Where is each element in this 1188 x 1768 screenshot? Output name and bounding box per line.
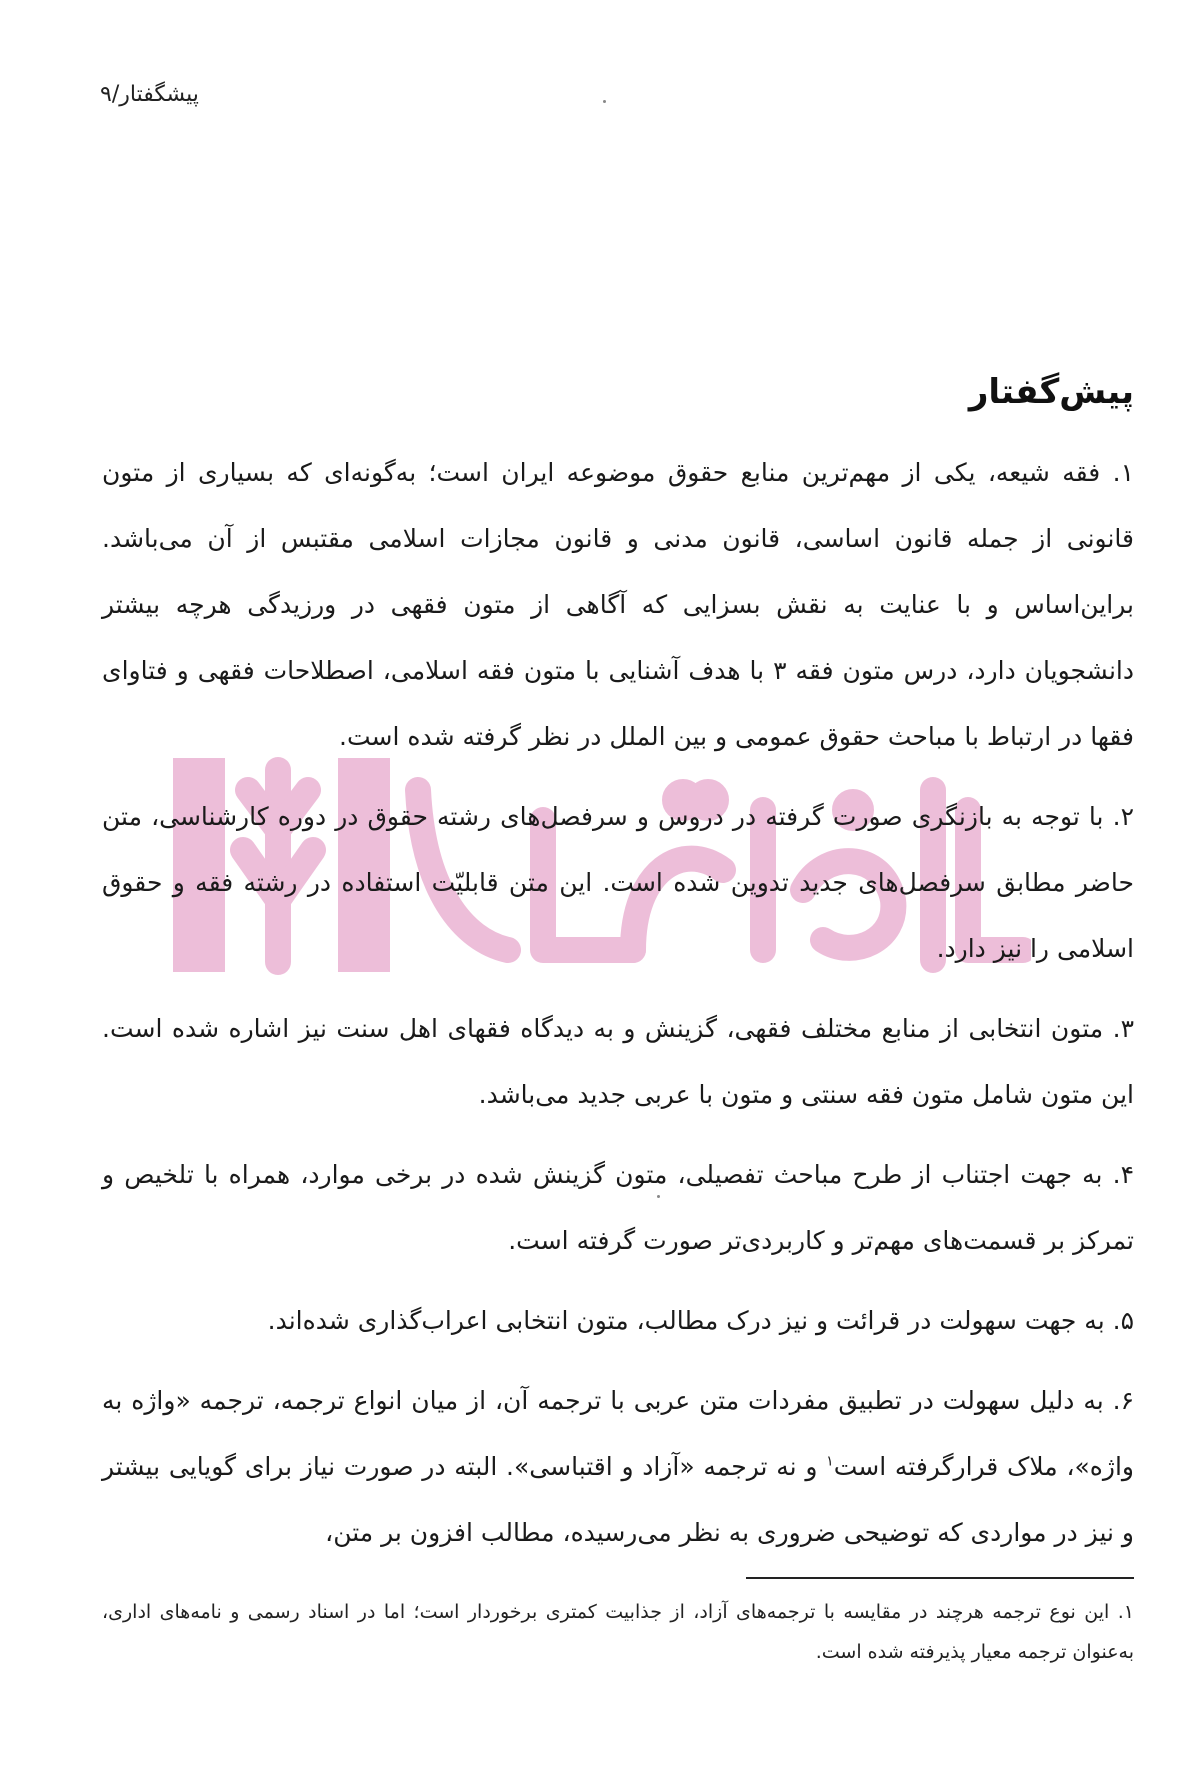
scan-speck — [603, 100, 606, 103]
paragraph-1: ۱. فقه شیعه، یکی از مهم‌ترین منابع حقوق موضوعه ایران است؛ به‌گونه‌ای که بسیاری از متون قانونی از جمله قانون اساسی، قانون مدنی و قانون مجازات اسلامی مقتبس از آن می‌باشد. براین‌اساس و با عنایت به نقش بسزایی که آگاهی از متون فقهی در ورزیدگی هرچه بیشتر دانشجویان دارد، درس متون فقه ۳ با هدف آشنایی با متون فقه اسلامی، اصطلاحات فقهی و فتاوای فقها در ارتباط با مباحث حقوق عمومی و بین الملل در نظر گرفته شده است. — [102, 458, 1134, 751]
paragraph-6 — [102, 1368, 1134, 1566]
running-head: پیشگفتار/۹ — [100, 82, 199, 107]
paragraph-3: ۳. متون انتخابی از منابع مختلف فقهی، گزینش و به دیدگاه فقهای اهل سنت نیز اشاره شده است. این متون شامل متون فقه سنتی و متون با عربی جدید می‌باشد. — [102, 1014, 1134, 1109]
paragraph-6-part-1: ۶. به دلیل سهولت در تطبیق مفردات متن عربی با ترجمه آن، از میان انواع ترجمه، ترجمه «واژه به واژه»، ملاک قرارگرفته است — [102, 1386, 1134, 1481]
paragraph-4: ۴. به جهت اجتناب از طرح مباحث تفصیلی، متون گزینش شده در برخی موارد، همراه با تلخیص و تمرکز بر قسمت‌های مهم‌تر و کاربردی‌تر صورت گرفته است. — [102, 1160, 1134, 1255]
footnote-reference: ۱ — [826, 1453, 834, 1470]
paragraph-5: ۵. به جهت سهولت در قرائت و نیز درک مطالب، متون انتخابی اعراب‌گذاری شده‌اند. — [267, 1306, 1134, 1335]
paragraph-2: ۲. با توجه به بازنگری صورت گرفته در دروس و سرفصل‌های رشته حقوق در دوره کارشناسی، متن حاضر مطابق سرفصل‌های جدید تدوین شده است. این متن قابلیّت استفاده در رشته فقه و حقوق اسلامی را نیز دارد. — [102, 802, 1134, 963]
body-text — [102, 440, 1134, 1580]
chapter-title: پیش‌گفتار — [968, 372, 1134, 412]
footnote-1: ۱. این نوع ترجمه هرچند در مقایسه با ترجمه‌های آزاد، از جذابیت کمتری برخوردار است؛ اما در اسناد رسمی و نامه‌های اداری، به‌عنوان ترجمه معیار پذیرفته شده است. — [102, 1601, 1134, 1663]
paragraph-6-part-2: و نه ترجمه «آزاد و اقتباسی». البته در صورت نیاز برای گویایی بیشتر و نیز در مواردی که توضیحی ضروری به نظر می‌رسیده، مطالب افزون بر متن، — [102, 1452, 1134, 1547]
